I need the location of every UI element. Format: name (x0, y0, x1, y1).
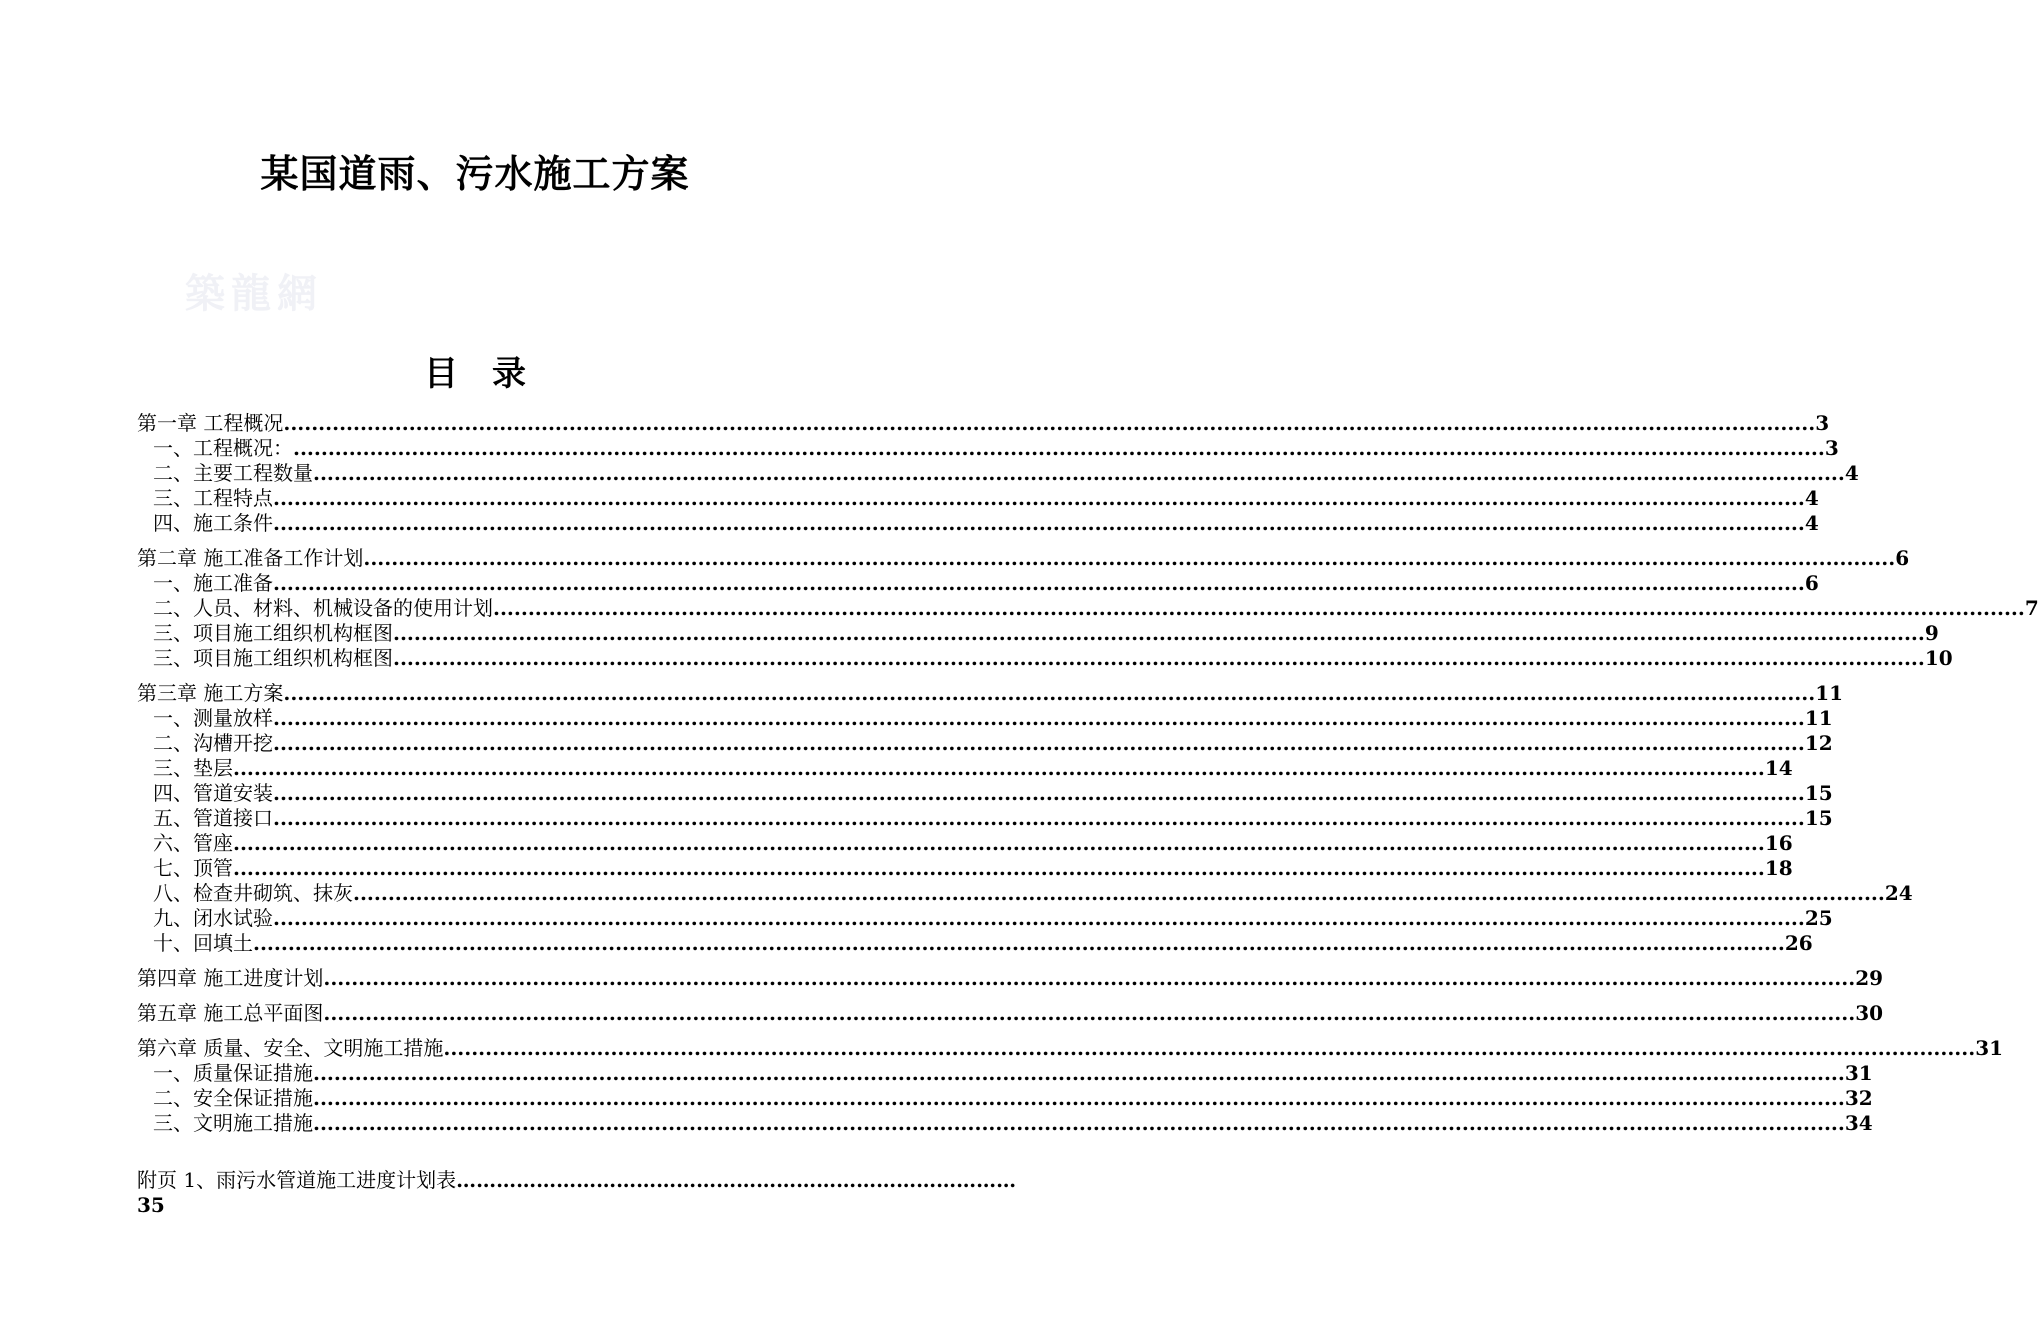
toc-page-number: 24 (1884, 881, 1913, 905)
toc-section-entry[interactable] (137, 571, 1819, 596)
toc-section-entry[interactable] (137, 1086, 1873, 1111)
toc-section-entry[interactable] (137, 1111, 1873, 1136)
toc-section-entry[interactable] (137, 1061, 1873, 1086)
toc-appendix-text: 附页 1、雨污水管道施工进度计划表 (137, 1168, 457, 1192)
toc-entry-text: 第三章 施工方案 (137, 681, 284, 705)
toc-section-entry[interactable] (137, 596, 2039, 621)
toc-page-number: 3 (1815, 411, 1830, 435)
toc-section-entry[interactable] (137, 646, 1953, 671)
toc-entry-text: 一、工程概况： (153, 436, 293, 460)
toc-page-number: 15 (1804, 806, 1833, 830)
toc-leader-dots: ............................................................................................................................................................................................................................ (393, 646, 1925, 670)
toc-page-number: 14 (1764, 756, 1793, 780)
toc-leader-dots: ............................................................................................................................................................................................................................ (493, 596, 2025, 620)
toc-leader-dots: ............................................................................................................................................................................................................................ (293, 436, 1825, 460)
toc-page-number: 15 (1804, 781, 1833, 805)
toc-appendix-page: 35 (137, 1193, 165, 1217)
watermark-logo: 築龍網 (185, 270, 323, 317)
toc-entry-text: 九、闭水试验 (153, 906, 273, 930)
toc-chapter-entry[interactable] (137, 1035, 2004, 1061)
toc-page-number: 4 (1804, 511, 1819, 535)
toc-page-number: 16 (1764, 831, 1793, 855)
toc-page-number: 6 (1804, 571, 1819, 595)
toc-leader-dots: ............................................................................................................................................................................................................................ (233, 831, 1765, 855)
toc-leader-dots: ............................................................................................................................................................................................................................ (323, 966, 1856, 990)
toc-entry-text: 六、管座 (153, 831, 233, 855)
toc-leader-dots: ............................................................................................................................................................................................................................ (323, 1001, 1856, 1025)
toc-section-entry[interactable] (137, 906, 1833, 931)
toc-leader-dots: ............................................................................................................................................................................................................................ (273, 511, 1805, 535)
toc-leader-dots: ............................................................................................................................................................................................................................ (443, 1036, 1976, 1060)
toc-chapter-entry[interactable] (137, 680, 1844, 706)
toc-entry-text: 二、安全保证措施 (153, 1086, 313, 1110)
toc-entry-text: 三、垫层 (153, 756, 233, 780)
toc-page-number: 7 (2024, 596, 2039, 620)
toc-entry-text: 一、施工准备 (153, 571, 273, 595)
toc-entry-text: 四、管道安装 (153, 781, 273, 805)
toc-page-number: 34 (1844, 1111, 1873, 1135)
toc-leader-dots: ............................................................................................................................................................................................................................ (233, 756, 1765, 780)
toc-leader-dots: ………………………………………………………………………… (456, 1168, 1017, 1192)
toc-entry-text: 第五章 施工总平面图 (137, 1001, 324, 1025)
toc-heading: 目 录 (424, 354, 526, 394)
toc-section-entry[interactable] (137, 486, 1819, 511)
toc-page-number: 6 (1895, 546, 1910, 570)
toc-page-number: 11 (1815, 681, 1844, 705)
document-title: 某国道雨、污水施工方案 (260, 151, 690, 196)
toc-section-entry[interactable] (137, 436, 1839, 461)
toc-section-entry[interactable] (137, 831, 1793, 856)
toc-entry-text: 第二章 施工准备工作计划 (137, 546, 364, 570)
toc-page-number: 25 (1804, 906, 1833, 930)
toc-entry-text: 八、检查井砌筑、抹灰 (153, 881, 353, 905)
toc-page-number: 31 (1975, 1036, 2004, 1060)
table-of-contents (137, 406, 2039, 1136)
toc-leader-dots: ............................................................................................................................................................................................................................ (273, 486, 1805, 510)
toc-entry-text: 第一章 工程概况 (137, 411, 284, 435)
toc-entry-text: 二、主要工程数量 (153, 461, 313, 485)
toc-entry-text: 二、人员、材料、机械设备的使用计划 (153, 596, 493, 620)
toc-chapter-entry[interactable] (137, 1000, 1884, 1026)
toc-section-entry[interactable] (137, 781, 1833, 806)
toc-entry-text: 一、质量保证措施 (153, 1061, 313, 1085)
toc-page-number: 32 (1844, 1086, 1873, 1110)
toc-leader-dots: ............................................................................................................................................................................................................................ (273, 781, 1805, 805)
toc-page-number: 26 (1784, 931, 1813, 955)
toc-entry-text: 十、回填土 (153, 931, 253, 955)
toc-entry-text: 五、管道接口 (153, 806, 273, 830)
toc-leader-dots: ............................................................................................................................................................................................................................ (273, 806, 1805, 830)
toc-entry-text: 三、项目施工组织机构框图 (153, 646, 393, 670)
toc-section-entry[interactable] (137, 461, 1859, 486)
toc-section-entry[interactable] (137, 756, 1793, 781)
toc-leader-dots: ............................................................................................................................................................................................................................ (273, 706, 1805, 730)
toc-leader-dots: ............................................................................................................................................................................................................................ (353, 881, 1885, 905)
toc-leader-dots: ............................................................................................................................................................................................................................ (283, 411, 1816, 435)
toc-section-entry[interactable] (137, 856, 1793, 881)
toc-chapter-entry[interactable] (137, 965, 1884, 991)
toc-leader-dots: ............................................................................................................................................................................................................................ (283, 681, 1816, 705)
toc-leader-dots: ............................................................................................................................................................................................................................ (313, 1086, 1845, 1110)
toc-leader-dots: ............................................................................................................................................................................................................................ (273, 906, 1805, 930)
toc-page-number: 31 (1844, 1061, 1873, 1085)
toc-page-number: 3 (1824, 436, 1839, 460)
toc-entry-text: 七、顶管 (153, 856, 233, 880)
toc-section-entry[interactable] (137, 881, 1913, 906)
toc-entry-text: 四、施工条件 (153, 511, 273, 535)
toc-page-number: 30 (1855, 1001, 1884, 1025)
toc-section-entry[interactable] (137, 511, 1819, 536)
toc-page-number: 11 (1804, 706, 1833, 730)
toc-page-number: 9 (1924, 621, 1939, 645)
toc-entry-text: 三、文明施工措施 (153, 1111, 313, 1135)
toc-entry-text: 一、测量放样 (153, 706, 273, 730)
toc-page-number: 29 (1855, 966, 1884, 990)
toc-chapter-entry[interactable] (137, 410, 1830, 436)
toc-page-number: 12 (1804, 731, 1833, 755)
toc-section-entry[interactable] (137, 621, 1939, 646)
toc-page-number: 4 (1844, 461, 1859, 485)
toc-leader-dots: ............................................................................................................................................................................................................................ (393, 621, 1925, 645)
toc-section-entry[interactable] (137, 706, 1833, 731)
toc-entry-text: 第四章 施工进度计划 (137, 966, 324, 990)
toc-leader-dots: ............................................................................................................................................................................................................................ (273, 731, 1805, 755)
toc-leader-dots: ............................................................................................................................................................................................................................ (313, 1061, 1845, 1085)
toc-leader-dots: ............................................................................................................................................................................................................................ (233, 856, 1765, 880)
toc-entry-text: 三、项目施工组织机构框图 (153, 621, 393, 645)
toc-leader-dots: ............................................................................................................................................................................................................................ (253, 931, 1785, 955)
toc-page-number: 18 (1764, 856, 1793, 880)
toc-page-number: 4 (1804, 486, 1819, 510)
toc-leader-dots: ............................................................................................................................................................................................................................ (313, 461, 1845, 485)
toc-leader-dots: ............................................................................................................................................................................................................................ (313, 1111, 1845, 1135)
toc-entry-text: 二、沟槽开挖 (153, 731, 273, 755)
toc-entry-text: 三、工程特点 (153, 486, 273, 510)
toc-entry-text: 第六章 质量、安全、文明施工措施 (137, 1036, 444, 1060)
toc-section-entry[interactable] (137, 731, 1833, 756)
toc-leader-dots: ............................................................................................................................................................................................................................ (363, 546, 1896, 570)
toc-section-entry[interactable] (137, 931, 1813, 956)
toc-section-entry[interactable] (137, 806, 1833, 831)
toc-leader-dots: ............................................................................................................................................................................................................................ (273, 571, 1805, 595)
toc-appendix-entry[interactable] (137, 1168, 1017, 1218)
toc-page-number: 10 (1924, 646, 1953, 670)
toc-chapter-entry[interactable] (137, 545, 1910, 571)
